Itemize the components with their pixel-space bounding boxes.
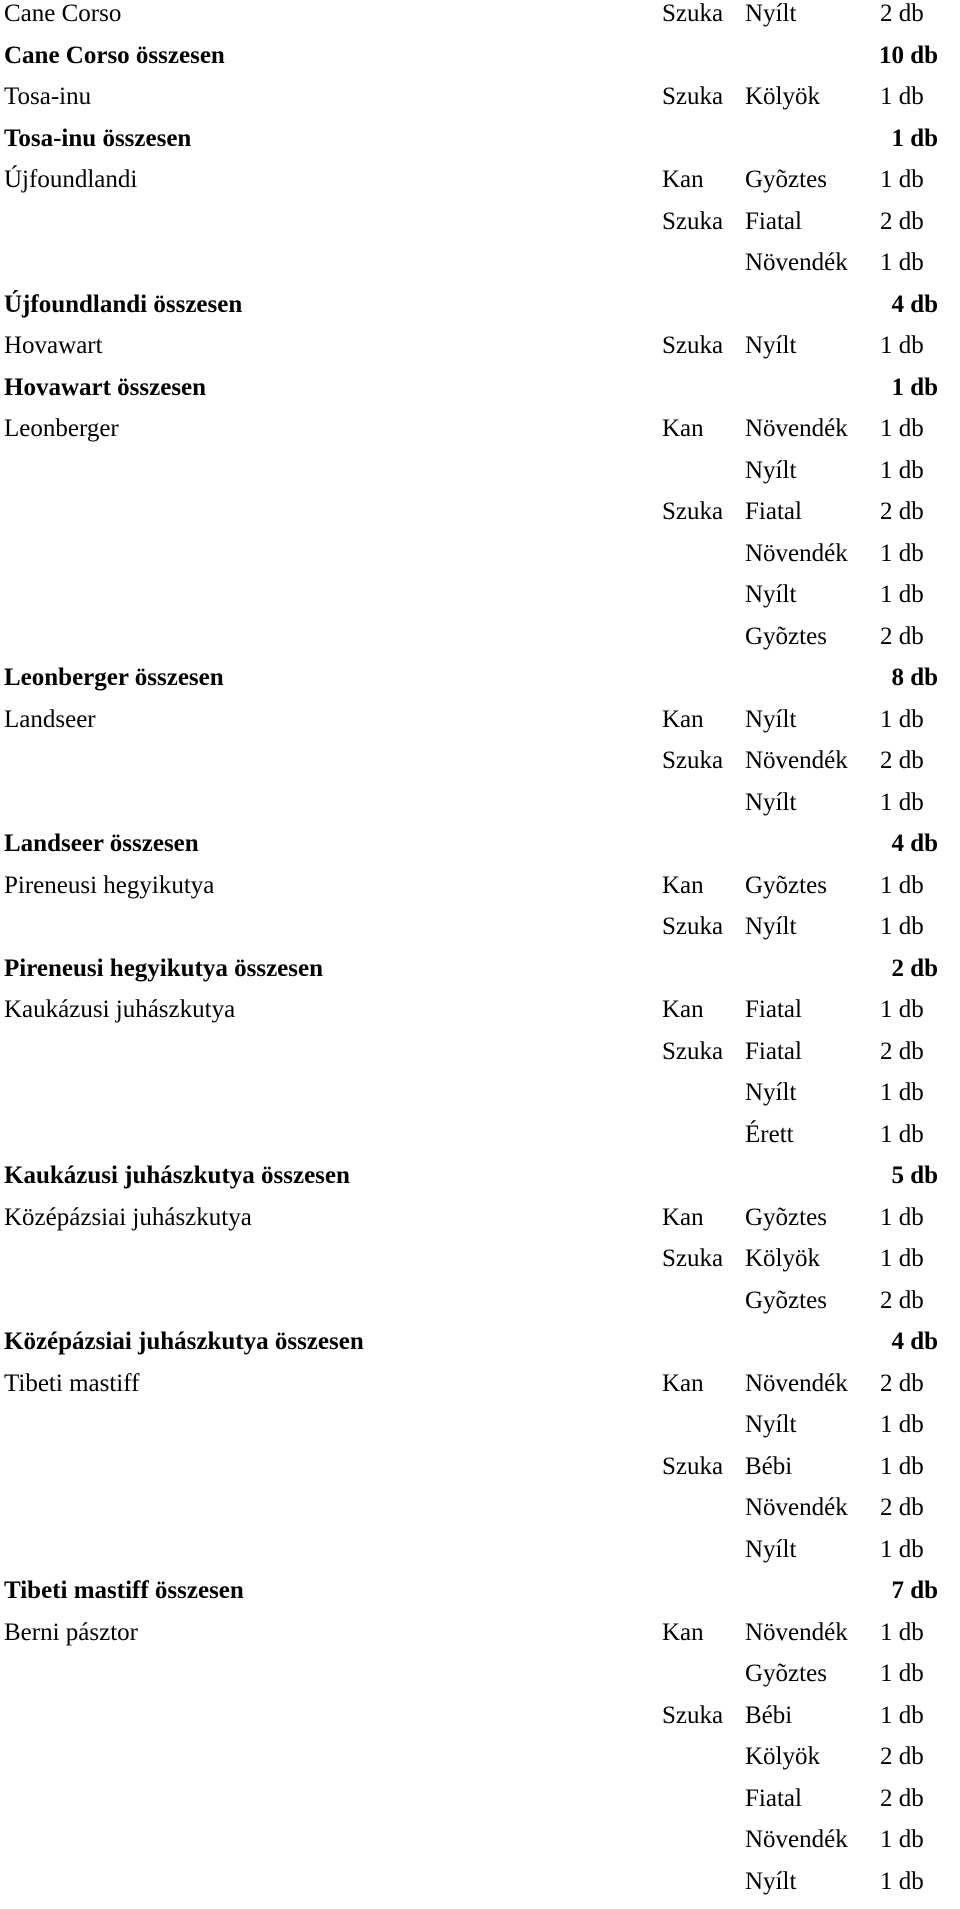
class-cell: Fiatal [745, 208, 802, 236]
total-count: 7 db [891, 1577, 938, 1605]
total-count: 5 db [891, 1162, 938, 1190]
table-row [0, 1287, 960, 1329]
class-cell: Fiatal [745, 1038, 802, 1066]
count-cell: 2 db [880, 1287, 924, 1315]
class-cell: Fiatal [745, 498, 802, 526]
class-cell: Növendék [745, 747, 848, 775]
sex-cell: Szuka [662, 1453, 723, 1481]
table-row [0, 249, 960, 291]
class-cell: Kölyök [745, 83, 820, 111]
total-row [0, 125, 960, 167]
total-count: 4 db [891, 1328, 938, 1356]
table-row [0, 1453, 960, 1495]
sex-cell: Szuka [662, 208, 723, 236]
count-cell: 1 db [880, 415, 924, 443]
breed-total-label: Középázsiai juhászkutya összesen [4, 1328, 364, 1356]
total-count: 1 db [891, 374, 938, 402]
breed-total-label: Pireneusi hegyikutya összesen [4, 955, 323, 983]
table-row [0, 1494, 960, 1536]
table-row [0, 1370, 960, 1412]
breed-total-label: Leonberger összesen [4, 664, 224, 692]
class-cell: Nyílt [745, 457, 796, 485]
class-cell: Bébi [745, 1702, 792, 1730]
table-row [0, 1785, 960, 1827]
class-cell: Nyílt [745, 332, 796, 360]
table-row [0, 1079, 960, 1121]
count-cell: 2 db [880, 208, 924, 236]
sex-cell: Kan [662, 706, 704, 734]
breed-name: Tosa-inu [4, 83, 91, 111]
class-cell: Bébi [745, 1453, 792, 1481]
class-cell: Fiatal [745, 1785, 802, 1813]
class-cell: Nyílt [745, 1536, 796, 1564]
sex-cell: Szuka [662, 83, 723, 111]
count-cell: 1 db [880, 1702, 924, 1730]
sex-cell: Kan [662, 415, 704, 443]
class-cell: Gyõztes [745, 872, 827, 900]
count-cell: 1 db [880, 1868, 924, 1896]
total-count: 10 db [879, 42, 938, 70]
breed-name: Újfoundlandi [4, 166, 137, 194]
table-row [0, 498, 960, 540]
total-row [0, 830, 960, 872]
total-count: 8 db [891, 664, 938, 692]
sex-cell: Szuka [662, 0, 723, 28]
count-cell: 2 db [880, 1785, 924, 1813]
table-row [0, 1536, 960, 1578]
breed-name: Leonberger [4, 415, 119, 443]
total-row [0, 291, 960, 333]
total-row [0, 955, 960, 997]
count-cell: 1 db [880, 540, 924, 568]
count-cell: 1 db [880, 1826, 924, 1854]
count-cell: 1 db [880, 1536, 924, 1564]
table-row [0, 623, 960, 665]
breed-total-label: Cane Corso összesen [4, 42, 225, 70]
class-cell: Kölyök [745, 1743, 820, 1771]
table-row [0, 913, 960, 955]
count-cell: 1 db [880, 1079, 924, 1107]
count-cell: 1 db [880, 332, 924, 360]
class-cell: Növendék [745, 249, 848, 277]
table-row [0, 1121, 960, 1163]
breed-total-label: Kaukázusi juhászkutya összesen [4, 1162, 350, 1190]
count-cell: 1 db [880, 1204, 924, 1232]
table-row [0, 1619, 960, 1661]
table-row [0, 996, 960, 1038]
sex-cell: Szuka [662, 747, 723, 775]
class-cell: Gyõztes [745, 1660, 827, 1688]
table-row [0, 1743, 960, 1785]
total-row [0, 664, 960, 706]
class-cell: Gyõztes [745, 1204, 827, 1232]
class-cell: Nyílt [745, 706, 796, 734]
table-row [0, 1038, 960, 1080]
sex-cell: Szuka [662, 1038, 723, 1066]
sex-cell: Szuka [662, 1245, 723, 1273]
sex-cell: Kan [662, 166, 704, 194]
total-count: 4 db [891, 830, 938, 858]
count-cell: 1 db [880, 581, 924, 609]
table-row [0, 1204, 960, 1246]
table-row [0, 1868, 960, 1909]
class-cell: Nyílt [745, 581, 796, 609]
count-cell: 2 db [880, 0, 924, 28]
table-row [0, 1245, 960, 1287]
total-row [0, 42, 960, 84]
count-cell: 2 db [880, 1494, 924, 1522]
class-cell: Gyõztes [745, 1287, 827, 1315]
table-row [0, 872, 960, 914]
count-cell: 1 db [880, 1453, 924, 1481]
count-cell: 1 db [880, 1619, 924, 1647]
count-cell: 1 db [880, 872, 924, 900]
total-count: 1 db [891, 125, 938, 153]
sex-cell: Szuka [662, 332, 723, 360]
class-cell: Növendék [745, 1370, 848, 1398]
count-cell: 2 db [880, 498, 924, 526]
table-row [0, 1660, 960, 1702]
table-row [0, 747, 960, 789]
breed-name: Tibeti mastiff [4, 1370, 139, 1398]
sex-cell: Szuka [662, 498, 723, 526]
class-cell: Nyílt [745, 913, 796, 941]
breed-name: Landseer [4, 706, 96, 734]
breed-total-label: Tosa-inu összesen [4, 125, 191, 153]
table-row [0, 83, 960, 125]
table-row [0, 706, 960, 748]
count-cell: 1 db [880, 83, 924, 111]
table-row [0, 540, 960, 582]
count-cell: 1 db [880, 789, 924, 817]
table-row [0, 581, 960, 623]
class-cell: Növendék [745, 540, 848, 568]
class-cell: Nyílt [745, 789, 796, 817]
sex-cell: Kan [662, 1204, 704, 1232]
sex-cell: Kan [662, 996, 704, 1024]
total-count: 4 db [891, 291, 938, 319]
count-cell: 1 db [880, 1121, 924, 1149]
class-cell: Fiatal [745, 996, 802, 1024]
count-cell: 1 db [880, 1245, 924, 1273]
breed-total-label: Hovawart összesen [4, 374, 206, 402]
table-row [0, 1702, 960, 1744]
table-row [0, 415, 960, 457]
count-cell: 1 db [880, 166, 924, 194]
class-cell: Növendék [745, 1619, 848, 1647]
count-cell: 2 db [880, 1038, 924, 1066]
count-cell: 1 db [880, 706, 924, 734]
breed-total-label: Landseer összesen [4, 830, 199, 858]
class-cell: Növendék [745, 415, 848, 443]
breed-name: Középázsiai juhászkutya [4, 1204, 252, 1232]
class-cell: Gyõztes [745, 623, 827, 651]
total-row [0, 1577, 960, 1619]
class-cell: Nyílt [745, 1868, 796, 1896]
class-cell: Nyílt [745, 1079, 796, 1107]
total-row [0, 1328, 960, 1370]
class-cell: Gyõztes [745, 166, 827, 194]
class-cell: Nyílt [745, 1411, 796, 1439]
count-cell: 2 db [880, 1743, 924, 1771]
class-cell: Növendék [745, 1494, 848, 1522]
total-row [0, 1162, 960, 1204]
sex-cell: Kan [662, 1370, 704, 1398]
breed-name: Kaukázusi juhászkutya [4, 996, 235, 1024]
count-cell: 1 db [880, 996, 924, 1024]
count-cell: 2 db [880, 623, 924, 651]
count-cell: 1 db [880, 1660, 924, 1688]
table-row [0, 166, 960, 208]
class-cell: Érett [745, 1121, 794, 1149]
count-cell: 1 db [880, 913, 924, 941]
table-row [0, 0, 960, 42]
table-row [0, 457, 960, 499]
breed-name: Cane Corso [4, 0, 121, 28]
breed-name: Pireneusi hegyikutya [4, 872, 214, 900]
table-row [0, 789, 960, 831]
count-cell: 1 db [880, 249, 924, 277]
class-cell: Kölyök [745, 1245, 820, 1273]
breed-name: Berni pásztor [4, 1619, 138, 1647]
sex-cell: Kan [662, 1619, 704, 1647]
table-row [0, 1411, 960, 1453]
breed-total-label: Tibeti mastiff összesen [4, 1577, 244, 1605]
breed-total-label: Újfoundlandi összesen [4, 291, 242, 319]
breed-name: Hovawart [4, 332, 103, 360]
total-row [0, 374, 960, 416]
table-row [0, 208, 960, 250]
class-cell: Növendék [745, 1826, 848, 1854]
count-cell: 2 db [880, 1370, 924, 1398]
sex-cell: Szuka [662, 1702, 723, 1730]
sex-cell: Kan [662, 872, 704, 900]
sex-cell: Szuka [662, 913, 723, 941]
count-cell: 1 db [880, 1411, 924, 1439]
total-count: 2 db [891, 955, 938, 983]
table-row [0, 332, 960, 374]
count-cell: 1 db [880, 457, 924, 485]
table-row [0, 1826, 960, 1868]
class-cell: Nyílt [745, 0, 796, 28]
count-cell: 2 db [880, 747, 924, 775]
